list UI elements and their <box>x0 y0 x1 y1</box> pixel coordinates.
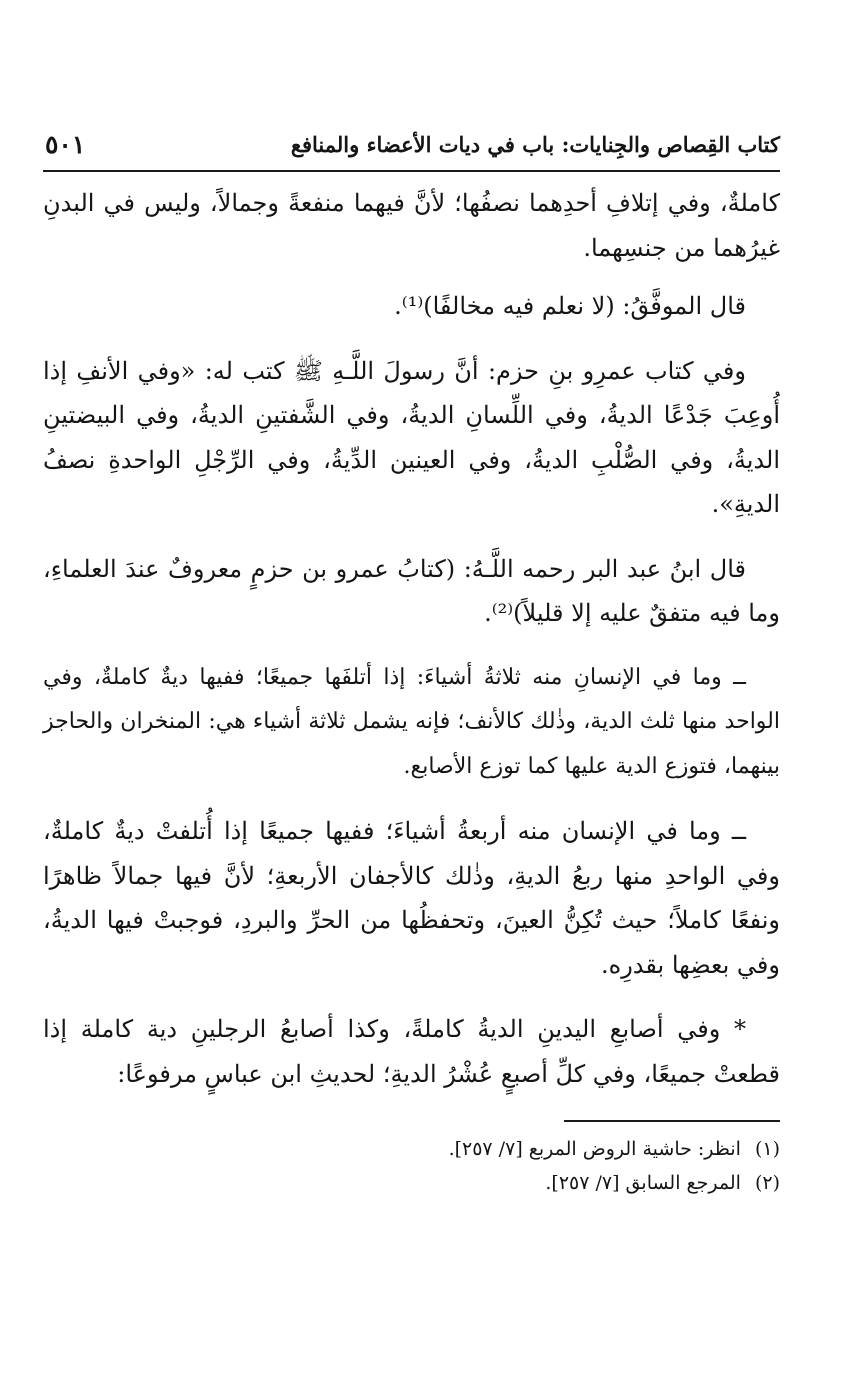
paragraph-4: قال ابنُ عبد البر رحمه اللَّـهُ: (كتابُ عمرو بن حزمٍ معروفٌ عندَ العلماءِ، وما فيه متفقٌ عليه إلا قليلاً)⁽²⁾. <box>43 554 780 627</box>
footnote-text: المرجع السابق [٧/ ٢٥٧]. <box>545 1172 741 1194</box>
paragraph-2: قال الموفَّقُ: (لا نعلم فيه مخالفًا)⁽¹⁾. <box>394 292 746 320</box>
footnote-mark: (١) <box>754 1138 780 1160</box>
book-page <box>43 128 780 1200</box>
footnote-1 <box>43 1132 780 1166</box>
footnote-text: انظر: حاشية الروض المربع [٧/ ٢٥٧]. <box>448 1138 741 1160</box>
paragraph-7: * وفي أصابعِ اليدينِ الديةُ كاملةً، وكذا أصابعُ الرجلينِ دية كاملة إذا قطعتْ جميعًا، وفي كلِّ أصبعٍ عُشْرُ الديةِ؛ لحديثِ ابن عباسٍ مرفوعًا: <box>43 1015 780 1088</box>
paragraph-6: ــ وما في الإنسان منه أربعةُ أشياءَ؛ ففيها جميعًا إذا أُتلفتْ ديةٌ كاملةٌ، وفي الواحدِ منها ربعُ الديةِ، وذٰلك كالأجفان الأربعةِ؛ لأنَّ فيها جمالاً ظاهرًا ونفعًا كاملاً؛ حيث تُكِنُّ العينَ، وتحفظُها من الحرِّ والبردِ، فوجبتْ فيها الديةُ، وفي بعضِها بقدرِه. <box>43 817 780 979</box>
paragraph-5: ــ وما في الإنسانِ منه ثلاثةُ أشياءَ: إذا أتلفَها جميعًا؛ ففيها ديةٌ كاملةٌ، وفي الواحد منها ثلث الدية، وذٰلك كالأنف؛ فإنه يشمل ثلاثة أشياء هي: المنخران والحاجز بينهما، فتوزع الدية عليها كما توزع الأصابع. <box>43 664 780 779</box>
paragraph-3: وفي كتاب عمرِو بنِ حزم: أنَّ رسولَ اللَّـهِ ﷺ كتب له: «وفي الأنفِ إذا أُوعِبَ جَدْعًا الديةُ، وفي اللِّسانِ الديةُ، وفي الشَّفتينِ الديةُ، وفي البيضتينِ الديةُ، وفي الصُّلْبِ الديةُ، وفي العينين الدِّيةُ، وفي الرِّجْلِ الواحدةِ نصفُ الديةِ». <box>43 356 780 518</box>
footnotes <box>43 1132 780 1200</box>
chapter-title: كتاب القِصاص والجِنايات: باب في ديات الأعضاء والمنافع <box>290 132 780 157</box>
body-text <box>43 181 780 1096</box>
footnote-separator <box>564 1120 780 1122</box>
paragraph-1: كاملةٌ، وفي إتلافِ أحدِهما نصفُها؛ لأنَّ فيهما منفعةً وجمالاً، وليس في البدنِ غيرُهما من جنسِهما. <box>43 189 780 262</box>
running-header <box>43 128 780 172</box>
page-number: ٥٠١ <box>45 130 86 159</box>
footnote-mark: (٢) <box>754 1172 780 1194</box>
footnote-2 <box>43 1166 780 1200</box>
